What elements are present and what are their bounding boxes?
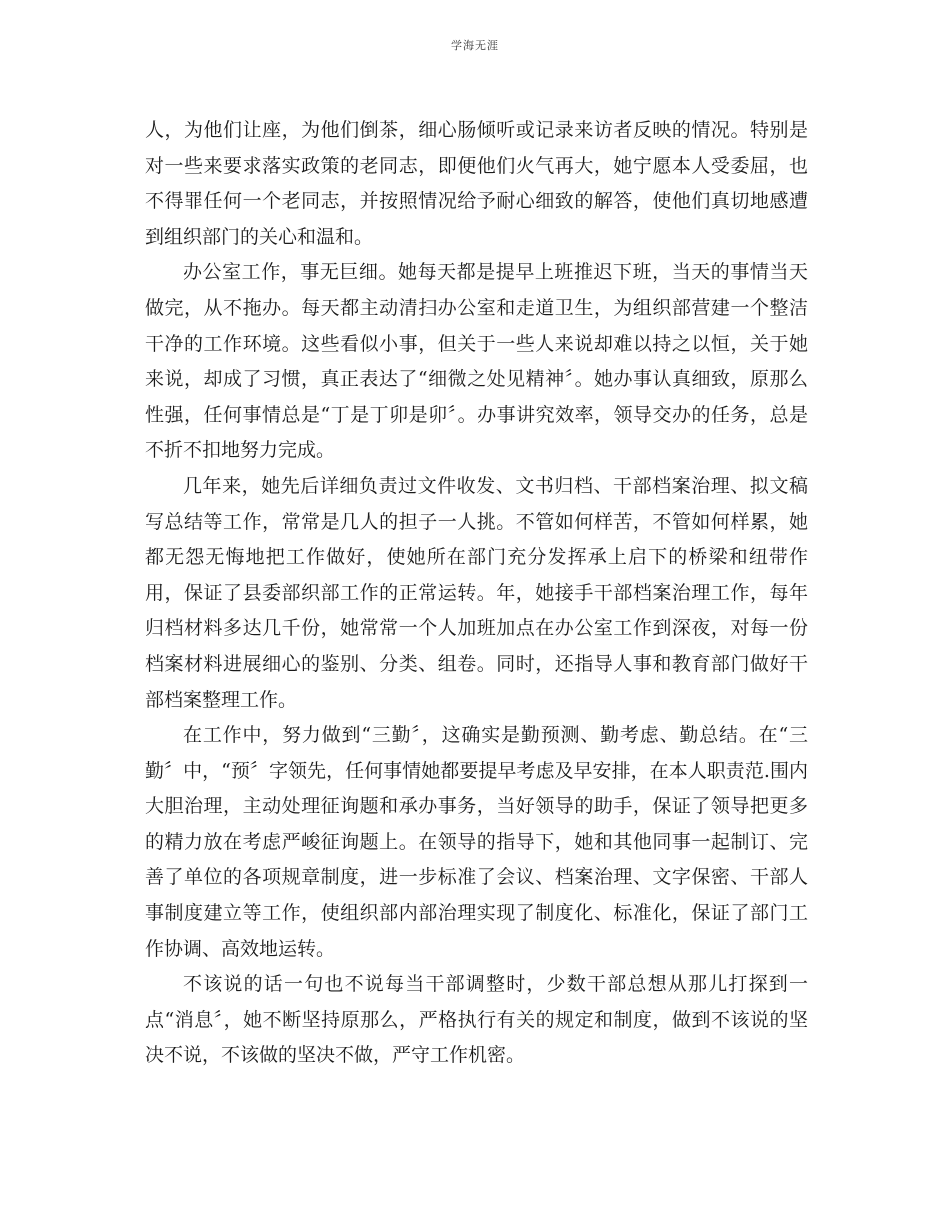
document-body [145, 113, 808, 1074]
paragraph-continuation: 人，为他们让座，为他们倒茶，细心肠倾听或记录来访者反映的情况。特别是对一些来要求落实政策的老同志，即便他们火气再大，她宁愿本人受委屈，也不得罪任何一个老同志，并按照情况给予耐心细致的解答，使他们真切地感遭到组织部门的关心和温和。 [145, 119, 808, 248]
paragraph-three-diligence: 在工作中，努力做到“三勤〞，这确实是勤预测、勤考虑、勤总结。在“三勤〞中，“预〞字领先，任何事情她都要提早考虑及早安排，在本人职责范.围内大胆治理，主动处理征询题和承办事务，当好领导的助手，保证了领导把更多的精力放在考虑严峻征询题上。在领导的指导下，她和其他同事一起制订、完善了单位的各项规章制度，进一步标准了会议、档案治理、文字保密、干部人事制度建立等工作，使组织部内部治理实现了制度化、标准化，保证了部门工作协调、高效地运转。 [145, 724, 808, 960]
paragraph-office-work: 办公室工作，事无巨细。她每天都是提早上班推迟下班，当天的事情当天做完，从不拖办。每天都主动清扫办公室和走道卫生，为组织部营建一个整洁干净的工作环境。这些看似小事，但关于一些人来说却难以持之以恒，关于她来说，却成了习惯，真正表达了“细微之处见精神〞。她办事认真细致，原那么性强，任何事情总是“丁是丁卯是卯〞。办事讲究效率，领导交办的任务，总是不折不扣地努力完成。 [145, 261, 808, 462]
paragraph-confidentiality: 不该说的话一句也不说每当干部调整时，少数干部总想从那儿打探到一点“消息〞，她不断坚持原那么，严格执行有关的规定和制度，做到不该说的坚决不说，不该做的坚决不做，严守工作机密。 [145, 973, 808, 1067]
paragraph-responsibilities: 几年来，她先后详细负责过文件收发、文书归档、干部档案治理、拟文稿写总结等工作，常常是几人的担子一人挑。不管如何样苦，不管如何样累，她都无怨无悔地把工作做好，使她所在部门充分发挥承上启下的桥梁和纽带作用，保证了县委部织部工作的正常运转。年，她接手干部档案治理工作，每年归档材料多达几千份，她常常一个人加班加点在办公室工作到深夜，对每一份档案材料进展细心的鉴别、分类、组卷。同时，还指导人事和教育部门做好干部档案整理工作。 [145, 474, 808, 711]
page-header: 学海无涯 [451, 39, 499, 52]
